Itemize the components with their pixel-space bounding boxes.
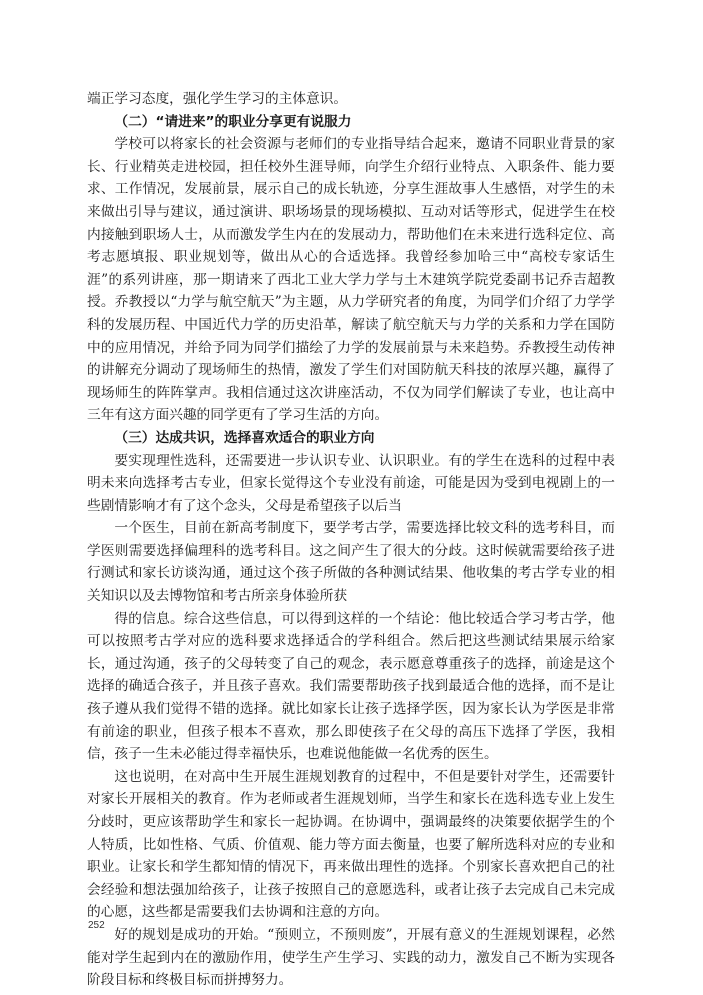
page-number: 252 xyxy=(88,920,105,931)
paragraph-7: 好的规划是成功的开始。“预则立，不预则废”，开展有意义的生涯规划课程，必然能对学生起到内在的激励作用，使学生产生学习、实践的动力，激发自己不断为实现各阶段目标和终极目标而拼搏努力。 xyxy=(87,926,615,989)
paragraph-1: 端正学习态度，强化学生学习的主体意识。 xyxy=(87,91,348,107)
paragraph-6: 这也说明，在对高中生开展生涯规划教育的过程中，不但是要针对学生，还需要针对家长开展相关的教育。作为老师或者生涯规划师，当学生和家长在选科选专业上发生分歧时，更应该帮助学生和家长一起协调。在协调中，强调最终的决策要依据学生的个人特质，比如性格、气质、价值观、能力等方面去衡量，也要了解所选科对应的专业和职业。让家长和学生都知情的情况下，再来做出理性的选择。个别家长喜欢把自己的社会经验和想法强加给孩子，让孩子按照自己的意愿选科，或者让孩子去完成自己未完成的心愿，这些都是需要我们去协调和注意的方向。 xyxy=(87,768,615,921)
paragraph-5: 得的信息。综合这些信息，可以得到这样的一个结论：他比较适合学习考古学，他可以按照考古学对应的选科要求选择适合的学科组合。然后把这些测试结果展示给家长，通过沟通，孩子的父母转变了自己的观念，表示愿意尊重孩子的选择，前途是这个选择的确适合孩子，并且孩子喜欢。我们需要帮助孩子找到最适合他的选择，而不是让孩子遵从我们觉得不错的选择。就比如家长让孩子选择学医，因为家长认为学医是非常有前途的职业，但孩子根本不喜欢，那么即使孩子在父母的高压下选择了学医，我相信，孩子一生未必能过得幸福快乐，也难说他能做一名优秀的医生。 xyxy=(87,610,615,763)
section-heading-2: （二）“请进来”的职业分享更有说服力 xyxy=(114,113,352,130)
paragraph-4: 一个医生，目前在新高考制度下，要学考古学，需要选择比较文科的选考科目，而学医则需要选择偏理科的选考科目。这之间产生了很大的分歧。这时候就需要给孩子进行测试和家长访谈沟通，通过这个孩子所做的各种测试结果、他收集的考古学专业的相关知识以及去博物馆和考古所亲身体验所获 xyxy=(87,520,615,605)
paragraph-3: 要实现理性选科，还需要进一步认识专业、认识职业。有的学生在选科的过程中表明未来向选择考古专业，但家长觉得这个专业没有前途，可能是因为受到电视剧上的一些剧情影响才有了这个念头，父母是希望孩子以后当 xyxy=(87,452,615,514)
section-heading-3: （三）达成共识，选择喜欢适合的职业方向 xyxy=(114,429,375,446)
paragraph-2: 学校可以将家长的社会资源与老师们的专业指导结合起来，邀请不同职业背景的家长、行业精英走进校园，担任校外生涯导师，向学生介绍行业特点、入职条件、能力要求、工作情况，发展前景，展示自己的成长轨迹，分享生涯故事人生感悟，对学生的未来做出引导与建议，通过演讲、职场场景的现场模拟、互动对话等形式，促进学生在校内接触到职场人士，从而激发学生内在的发展动力，帮助他们在未来进行选科定位、高考志愿填报、职业规划等，做出从心的合适选择。我曾经参加哈三中“高校专家话生涯”的系列讲座，那一期请来了西北工业大学力学与土木建筑学院党委副书记乔吉超教授。乔教授以“力学与航空航天”为主题，从力学研究者的角度，为同学们介绍了力学学科的发展历程、中国近代力学的历史沿革，解读了航空航天与力学的关系和力学在国防中的应用情况，并给予同为同学们描绘了力学的发展前景与未来趋势。乔教授生动传神的讲解充分调动了现场师生的热情，激发了学生们对国防航天科技的浓厚兴趣，赢得了现场师生的阵阵掌声。我相信通过这次讲座活动，不仅为同学们解读了专业，也让高中三年有这方面兴趣的同学更有了学习生活的方向。 xyxy=(87,136,615,424)
